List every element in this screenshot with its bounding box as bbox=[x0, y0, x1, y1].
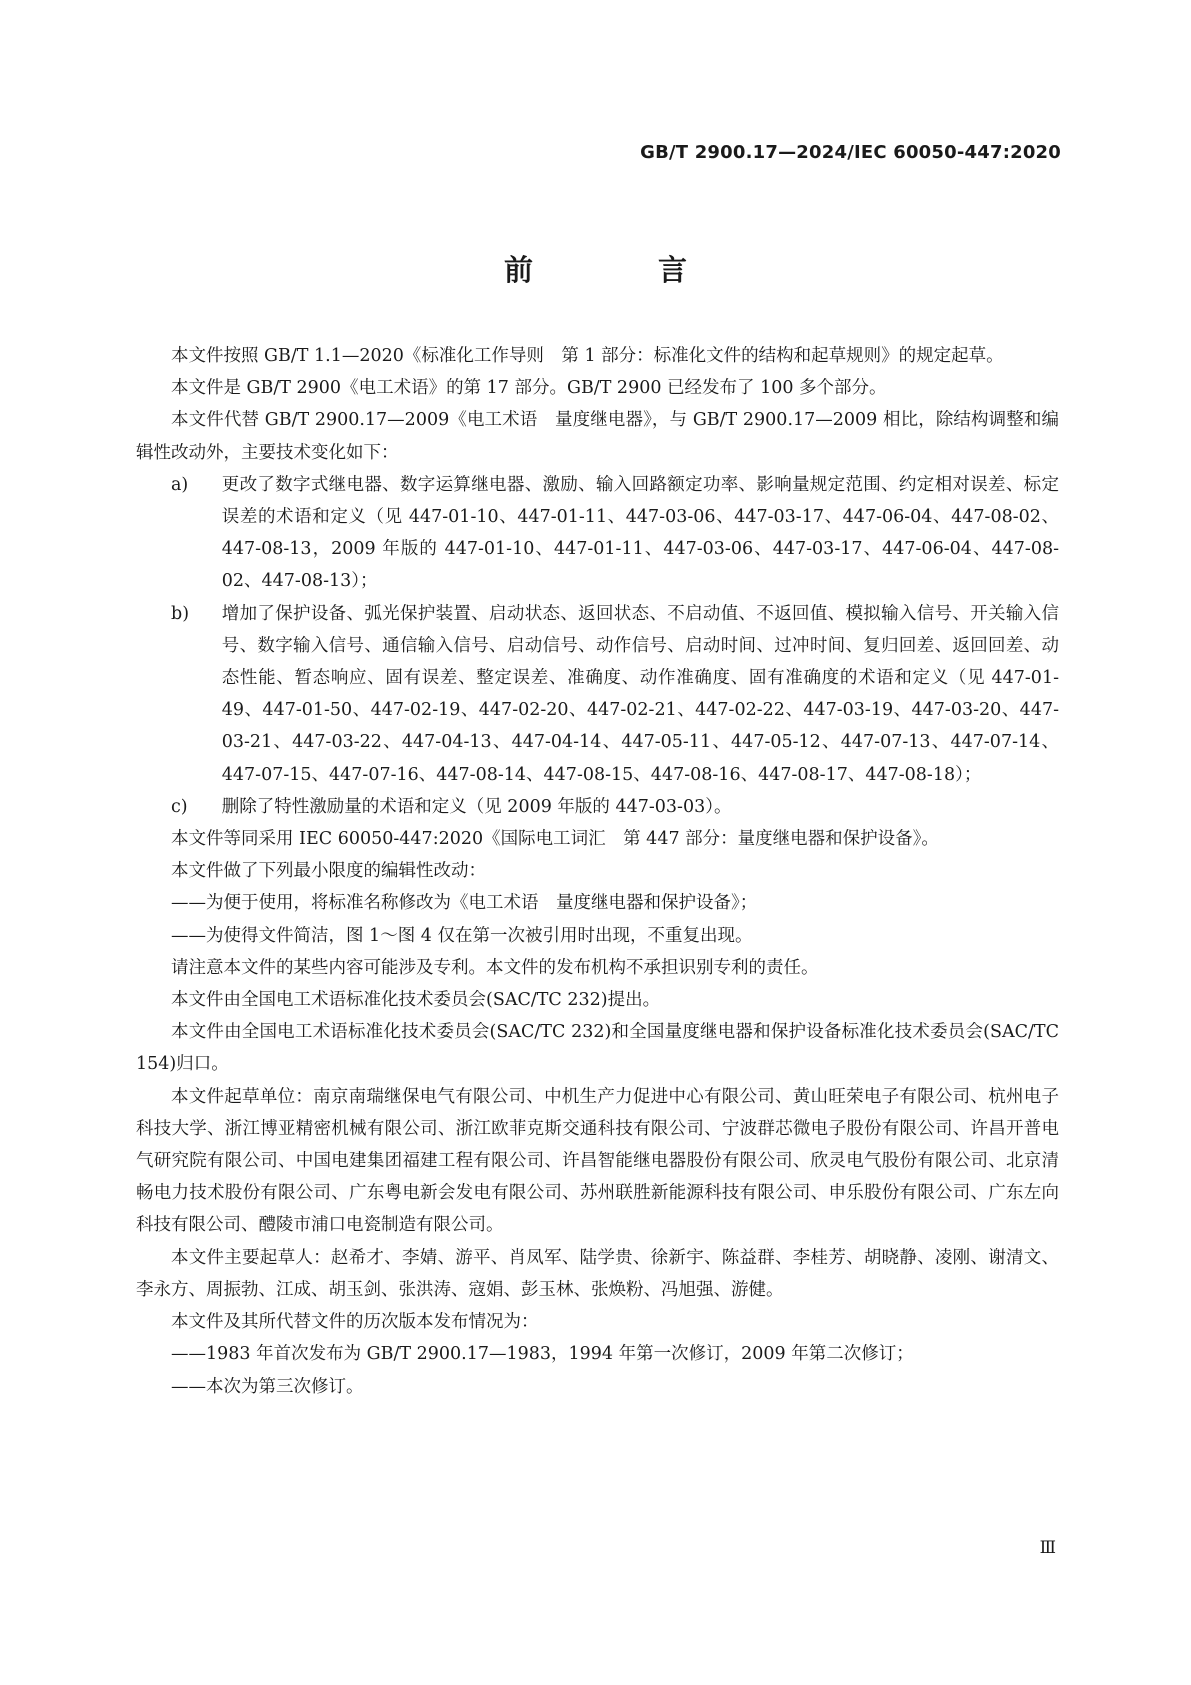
paragraph-equivalent-standard: 本文件等同采用 IEC 60050-447:2020《国际电工词汇 第 447 部分：量度继电器和保护设备》。 bbox=[171, 829, 939, 850]
list-marker: c) bbox=[171, 796, 188, 817]
dash-item-history-first: ——1983 年首次发布为 GB/T 2900.17—1983，1994 年第一次修订，2009 年第二次修订； bbox=[171, 1344, 914, 1365]
page-number: Ⅲ bbox=[1039, 1538, 1056, 1558]
paragraph-drafters: 本文件主要起草人：赵希才、李婧、游平、肖凤军、陆学贵、徐新宇、陈益群、李桂芳、胡晓静、凌刚、谢清文、李永方、周振勃、江成、胡玉剑、张洪涛、寇娟、彭玉林、张焕粉、冯旭强、游健。 bbox=[136, 1247, 1059, 1300]
page-title: 前 言 bbox=[503, 253, 735, 287]
list-item-text: 删除了特性激励量的术语和定义（见 2009 年版的 447-03-03）。 bbox=[221, 796, 732, 817]
paragraph-history: 本文件及其所代替文件的历次版本发布情况为： bbox=[171, 1312, 539, 1333]
paragraph-drafting-rules: 本文件按照 GB/T 1.1—2020《标准化工作导则 第 1 部分：标准化文件的结构和起草规则》的规定起草。 bbox=[171, 346, 1004, 366]
paragraph-replaces: 本文件代替 GB/T 2900.17—2009《电工术语 量度继电器》，与 GB/T 2900.17—2009 相比，除结构调整和编辑性改动外，主要技术变化如下： bbox=[136, 410, 1059, 463]
paragraph-patent-notice: 请注意本文件的某些内容可能涉及专利。本文件的发布机构不承担识别专利的责任。 bbox=[171, 957, 819, 978]
list-item bbox=[136, 791, 1059, 823]
list-marker: b) bbox=[171, 603, 190, 624]
paragraph-administered-by: 本文件由全国电工术语标准化技术委员会(SAC/TC 232)和全国量度继电器和保护设备标准化技术委员会(SAC/TC 154)归口。 bbox=[136, 1022, 1059, 1075]
paragraph-series-part: 本文件是 GB/T 2900《电工术语》的第 17 部分。GB/T 2900 已经发布了 100 多个部分。 bbox=[171, 378, 887, 399]
dash-item-figures: ——为使得文件简洁，图 1～图 4 仅在第一次被引用时出现，不重复出现。 bbox=[171, 925, 753, 946]
list-item bbox=[136, 469, 1059, 598]
standard-code-header: GB/T 2900.17—2024/IEC 60050-447:2020 bbox=[640, 142, 1061, 163]
list-item-text: 更改了数字式继电器、数字运算继电器、激励、输入回路额定功率、影响量规定范围、约定相对误差、标定误差的术语和定义（见 447-01-10、447-01-11、447-03-06、447-03-17、447-06-04、447-08-02、447-08-13，2009 年版的 447-01-10、447-01-11、447-03-06、447-03-17、447-06-04、447-08-02、447-08-13）； bbox=[221, 474, 1059, 592]
paragraph-drafting-units: 本文件起草单位：南京南瑞继保电气有限公司、中机生产力促进中心有限公司、黄山旺荣电子有限公司、杭州电子科技大学、浙江博亚精密机械有限公司、浙江欧菲克斯交通科技有限公司、宁波群芯微电子股份有限公司、许昌开普电气研究院有限公司、中国电建集团福建工程有限公司、许昌智能继电器股份有限公司、欣灵电气股份有限公司、北京清畅电力技术股份有限公司、广东粤电新会发电有限公司、苏州联胜新能源科技有限公司、申乐股份有限公司、广东左向科技有限公司、醴陵市浦口电瓷制造有限公司。 bbox=[136, 1086, 1059, 1236]
dash-item-name-change: ——为便于使用，将标准名称修改为《电工术语 量度继电器和保护设备》； bbox=[171, 893, 758, 914]
list-marker: a) bbox=[171, 474, 189, 495]
foreword-body bbox=[136, 340, 1059, 1403]
paragraph-proposed-by: 本文件由全国电工术语标准化技术委员会(SAC/TC 232)提出。 bbox=[171, 990, 661, 1011]
paragraph-editorial-changes: 本文件做了下列最小限度的编辑性改动： bbox=[171, 861, 486, 882]
list-item bbox=[136, 598, 1059, 791]
dash-item-history-current: ——本次为第三次修订。 bbox=[171, 1376, 364, 1397]
list-item-text: 增加了保护设备、弧光保护装置、启动状态、返回状态、不启动值、不返回值、模拟输入信号、开关输入信号、数字输入信号、通信输入信号、启动信号、动作信号、启动时间、过冲时间、复归回差、返回回差、动态性能、暂态响应、固有误差、整定误差、准确度、动作准确度、固有准确度的术语和定义（见 447-01-49、447-01-50、447-02-19、447-02-20、447-02-21、447-02-22、447-03-19、447-03-20、447-03-21、447-03-22、447-04-13、447-04-14、447-05-11、447-05-12、447-07-13、447-07-14、447-07-15、447-07-16、447-08-14、447-08-15、447-08-16、447-08-17、447-08-18）； bbox=[221, 603, 1059, 785]
